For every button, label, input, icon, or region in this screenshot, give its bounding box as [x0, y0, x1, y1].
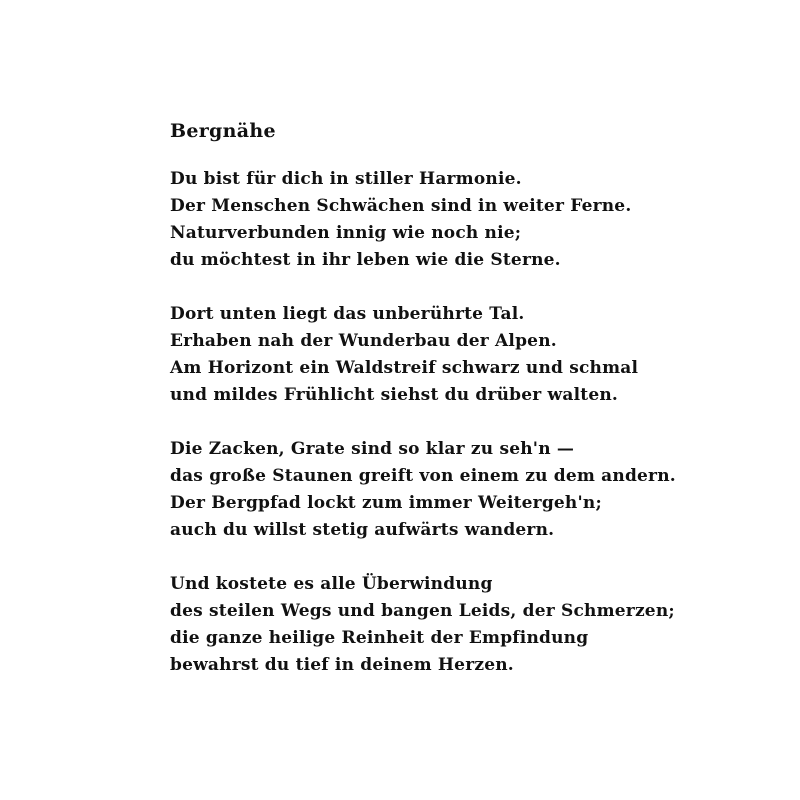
- poem-line: Und kostete es alle Überwindung: [170, 574, 493, 594]
- poem-line: Naturverbunden innig wie noch nie;: [170, 223, 522, 243]
- poem-line: Der Bergpfad lockt zum immer Weitergeh'n;: [170, 493, 602, 513]
- poem-line: Die Zacken, Grate sind so klar zu seh'n —: [170, 439, 575, 459]
- poem-line: des steilen Wegs und bangen Leids, der Schmerzen;: [170, 601, 675, 621]
- stanza-3: [170, 436, 770, 544]
- poem-line: bewahrst du tief in deinem Herzen.: [170, 655, 514, 675]
- poem-line: Der Menschen Schwächen sind in weiter Ferne.: [170, 196, 632, 216]
- poem-line: das große Staunen greift von einem zu dem andern.: [170, 466, 676, 486]
- poem-line: du möchtest in ihr leben wie die Sterne.: [170, 250, 561, 270]
- poem-title: Bergnähe: [170, 120, 276, 142]
- stanza-2: [170, 301, 770, 409]
- stanza-4: [170, 571, 770, 679]
- poem: [170, 118, 770, 706]
- poem-line: Dort unten liegt das unberührte Tal.: [170, 304, 525, 324]
- poem-line: Du bist für dich in stiller Harmonie.: [170, 169, 522, 189]
- poem-line: Am Horizont ein Waldstreif schwarz und schmal: [170, 358, 639, 378]
- poem-line: Erhaben nah der Wunderbau der Alpen.: [170, 331, 557, 351]
- poem-line: und mildes Frühlicht siehst du drüber walten.: [170, 385, 619, 405]
- stanza-1: [170, 166, 770, 274]
- poem-line: die ganze heilige Reinheit der Empfindung: [170, 628, 589, 648]
- poem-line: auch du willst stetig aufwärts wandern.: [170, 520, 555, 540]
